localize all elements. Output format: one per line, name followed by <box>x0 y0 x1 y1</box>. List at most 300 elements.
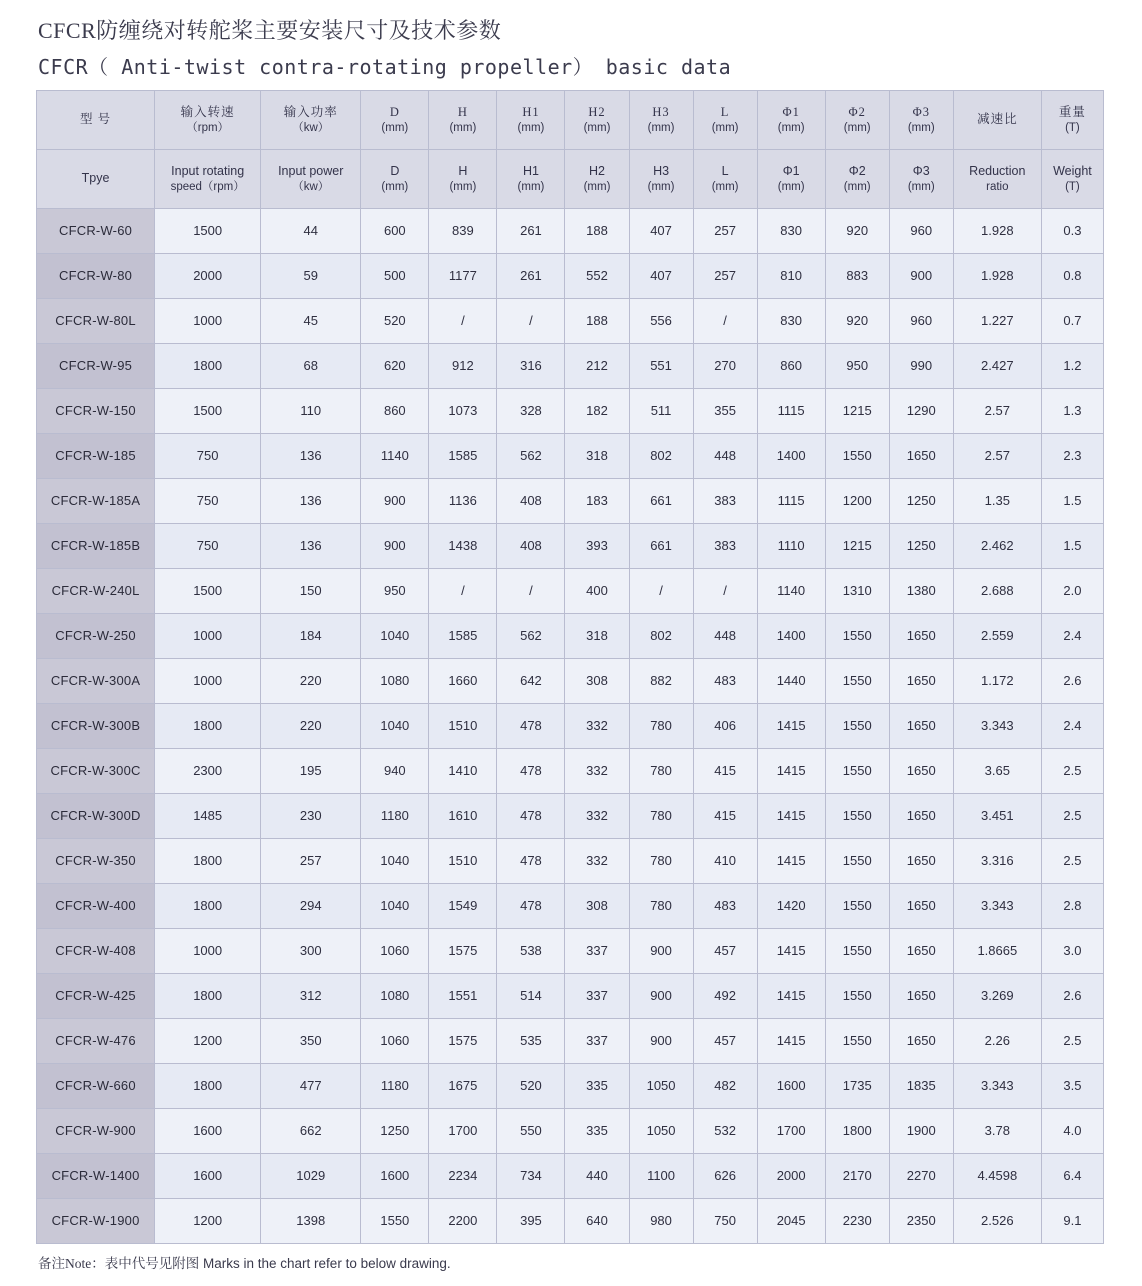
value-cell: 780 <box>629 884 693 929</box>
value-cell: 1650 <box>889 434 953 479</box>
value-cell: 1650 <box>889 749 953 794</box>
table-row <box>37 1019 1104 1064</box>
header-unit: （kw） <box>292 121 330 134</box>
value-cell: 1550 <box>825 614 889 659</box>
header-unit: (mm) <box>517 180 545 193</box>
value-cell: 478 <box>497 839 565 884</box>
value-cell: 2230 <box>825 1199 889 1244</box>
value-cell: 483 <box>693 659 757 704</box>
value-cell: 1600 <box>757 1064 825 1109</box>
value-cell: 1180 <box>361 794 429 839</box>
value-cell: 1510 <box>429 839 497 884</box>
header-unit: (mm) <box>647 180 675 193</box>
value-cell: 1550 <box>825 1019 889 1064</box>
header-label: H1 <box>522 105 540 119</box>
value-cell: 3.343 <box>953 704 1041 749</box>
value-cell: 335 <box>565 1064 629 1109</box>
table-header <box>37 91 1104 209</box>
value-cell: 312 <box>261 974 361 1019</box>
value-cell: 1650 <box>889 614 953 659</box>
value-cell: 316 <box>497 344 565 389</box>
value-cell: 640 <box>565 1199 629 1244</box>
value-cell: 1.3 <box>1041 389 1103 434</box>
value-cell: 1250 <box>361 1109 429 1154</box>
value-cell: 188 <box>565 209 629 254</box>
header-label: Φ1 <box>782 164 800 178</box>
header-cell-en-4 <box>429 150 497 209</box>
header-unit: (mm) <box>517 121 545 134</box>
value-cell: 44 <box>261 209 361 254</box>
value-cell: 230 <box>261 794 361 839</box>
value-cell: 900 <box>629 1019 693 1064</box>
value-cell: 3.343 <box>953 1064 1041 1109</box>
value-cell: 383 <box>693 479 757 524</box>
header-label: 输入功率 <box>283 105 338 119</box>
value-cell: 1550 <box>825 794 889 839</box>
header-unit: (mm) <box>449 121 477 134</box>
value-cell: 110 <box>261 389 361 434</box>
header-cell-cn-6 <box>565 91 629 150</box>
table-row <box>37 1109 1104 1154</box>
note-en: Marks in the chart refer to below drawing. <box>203 1256 451 1271</box>
value-cell: 1485 <box>155 794 261 839</box>
value-cell: 1250 <box>889 524 953 569</box>
header-unit: (mm) <box>647 121 675 134</box>
value-cell: 960 <box>889 299 953 344</box>
value-cell: 1398 <box>261 1199 361 1244</box>
header-cell-en-1 <box>155 150 261 209</box>
header-cell-en-0 <box>37 150 155 209</box>
value-cell: 642 <box>497 659 565 704</box>
model-cell: CFCR-W-60 <box>37 209 155 254</box>
value-cell: 308 <box>565 884 629 929</box>
value-cell: 407 <box>629 209 693 254</box>
value-cell: 920 <box>825 209 889 254</box>
value-cell: / <box>429 299 497 344</box>
value-cell: 395 <box>497 1199 565 1244</box>
value-cell: 183 <box>565 479 629 524</box>
model-cell: CFCR-W-150 <box>37 389 155 434</box>
value-cell: 1415 <box>757 929 825 974</box>
value-cell: 750 <box>155 479 261 524</box>
model-cell: CFCR-W-900 <box>37 1109 155 1154</box>
value-cell: 2000 <box>757 1154 825 1199</box>
header-cell-en-3 <box>361 150 429 209</box>
value-cell: 3.269 <box>953 974 1041 1019</box>
header-label: Reduction <box>969 164 1026 178</box>
value-cell: 318 <box>565 614 629 659</box>
value-cell: 1575 <box>429 1019 497 1064</box>
value-cell: 600 <box>361 209 429 254</box>
value-cell: 1415 <box>757 749 825 794</box>
value-cell: 2.0 <box>1041 569 1103 614</box>
value-cell: 1.172 <box>953 659 1041 704</box>
header-label: 型 号 <box>79 112 112 127</box>
table-row <box>37 704 1104 749</box>
value-cell: 482 <box>693 1064 757 1109</box>
value-cell: / <box>693 299 757 344</box>
value-cell: 1438 <box>429 524 497 569</box>
value-cell: 1100 <box>629 1154 693 1199</box>
value-cell: 780 <box>629 839 693 884</box>
header-label: H <box>458 164 468 178</box>
model-cell: CFCR-W-300A <box>37 659 155 704</box>
value-cell: 1073 <box>429 389 497 434</box>
value-cell: 3.65 <box>953 749 1041 794</box>
header-cell-en-11 <box>889 150 953 209</box>
header-label: Φ2 <box>848 164 866 178</box>
value-cell: 950 <box>825 344 889 389</box>
value-cell: 2.5 <box>1041 1019 1103 1064</box>
header-label: Tpye <box>81 171 110 186</box>
value-cell: 257 <box>261 839 361 884</box>
value-cell: 257 <box>693 254 757 299</box>
value-cell: 900 <box>361 524 429 569</box>
value-cell: 355 <box>693 389 757 434</box>
table-row <box>37 569 1104 614</box>
value-cell: 3.451 <box>953 794 1041 839</box>
header-unit: speed（rpm） <box>170 180 245 193</box>
value-cell: 294 <box>261 884 361 929</box>
value-cell: 2.57 <box>953 434 1041 479</box>
value-cell: 332 <box>565 749 629 794</box>
value-cell: 1040 <box>361 704 429 749</box>
value-cell: 920 <box>825 299 889 344</box>
value-cell: 0.7 <box>1041 299 1103 344</box>
model-cell: CFCR-W-185A <box>37 479 155 524</box>
value-cell: 3.316 <box>953 839 1041 884</box>
value-cell: 3.0 <box>1041 929 1103 974</box>
value-cell: / <box>693 569 757 614</box>
value-cell: 750 <box>155 434 261 479</box>
value-cell: 1410 <box>429 749 497 794</box>
value-cell: 1200 <box>155 1019 261 1064</box>
value-cell: 1650 <box>889 839 953 884</box>
model-cell: CFCR-W-185 <box>37 434 155 479</box>
model-cell: CFCR-W-408 <box>37 929 155 974</box>
table-row <box>37 659 1104 704</box>
value-cell: 337 <box>565 929 629 974</box>
header-label: 重量 <box>1058 105 1086 119</box>
value-cell: 6.4 <box>1041 1154 1103 1199</box>
value-cell: 1.2 <box>1041 344 1103 389</box>
value-cell: 900 <box>889 254 953 299</box>
model-cell: CFCR-W-350 <box>37 839 155 884</box>
table-row <box>37 974 1104 1019</box>
header-label: Φ3 <box>912 105 930 119</box>
header-unit: (mm) <box>449 180 477 193</box>
value-cell: 1835 <box>889 1064 953 1109</box>
value-cell: 802 <box>629 434 693 479</box>
value-cell: 1650 <box>889 1019 953 1064</box>
value-cell: 1050 <box>629 1109 693 1154</box>
value-cell: 1610 <box>429 794 497 839</box>
value-cell: 1029 <box>261 1154 361 1199</box>
value-cell: 2350 <box>889 1199 953 1244</box>
value-cell: 2.3 <box>1041 434 1103 479</box>
header-label: H2 <box>588 105 606 119</box>
value-cell: 337 <box>565 1019 629 1064</box>
value-cell: 2.4 <box>1041 614 1103 659</box>
value-cell: 68 <box>261 344 361 389</box>
value-cell: 1115 <box>757 479 825 524</box>
header-unit: (mm) <box>907 180 935 193</box>
value-cell: 9.1 <box>1041 1199 1103 1244</box>
value-cell: 136 <box>261 524 361 569</box>
value-cell: 1080 <box>361 659 429 704</box>
header-unit: （kw） <box>292 180 330 193</box>
value-cell: 407 <box>629 254 693 299</box>
value-cell: 415 <box>693 749 757 794</box>
value-cell: 318 <box>565 434 629 479</box>
value-cell: 492 <box>693 974 757 1019</box>
value-cell: 1000 <box>155 299 261 344</box>
header-row-en <box>37 150 1104 209</box>
header-unit: (mm) <box>583 180 611 193</box>
value-cell: 2.57 <box>953 389 1041 434</box>
value-cell: 1040 <box>361 839 429 884</box>
table-row <box>37 1064 1104 1109</box>
value-cell: 1215 <box>825 524 889 569</box>
header-unit: (mm) <box>711 121 739 134</box>
value-cell: 300 <box>261 929 361 974</box>
value-cell: / <box>497 569 565 614</box>
note-text <box>38 1252 1106 1272</box>
value-cell: 1735 <box>825 1064 889 1109</box>
header-label: H1 <box>522 164 539 178</box>
value-cell: 220 <box>261 704 361 749</box>
header-label: Φ3 <box>912 164 930 178</box>
value-cell: 478 <box>497 884 565 929</box>
value-cell: 393 <box>565 524 629 569</box>
model-cell: CFCR-W-660 <box>37 1064 155 1109</box>
header-unit: (mm) <box>381 121 409 134</box>
table-row <box>37 254 1104 299</box>
value-cell: 1415 <box>757 794 825 839</box>
model-cell: CFCR-W-400 <box>37 884 155 929</box>
value-cell: 538 <box>497 929 565 974</box>
table-row <box>37 884 1104 929</box>
spec-table <box>36 90 1104 1244</box>
value-cell: 2.26 <box>953 1019 1041 1064</box>
value-cell: 2000 <box>155 254 261 299</box>
value-cell: 1215 <box>825 389 889 434</box>
value-cell: 1800 <box>155 704 261 749</box>
value-cell: 1660 <box>429 659 497 704</box>
value-cell: 1600 <box>361 1154 429 1199</box>
header-label: Φ1 <box>782 105 800 119</box>
page-title-en: CFCR（ Anti-twist contra-rotating propeller） basic data <box>38 55 732 79</box>
value-cell: 1180 <box>361 1064 429 1109</box>
value-cell: 780 <box>629 704 693 749</box>
value-cell: 1650 <box>889 704 953 749</box>
value-cell: 900 <box>629 929 693 974</box>
value-cell: 1800 <box>155 344 261 389</box>
value-cell: 1290 <box>889 389 953 434</box>
value-cell: 3.343 <box>953 884 1041 929</box>
value-cell: 1060 <box>361 1019 429 1064</box>
value-cell: 552 <box>565 254 629 299</box>
value-cell: 1550 <box>825 974 889 1019</box>
value-cell: 478 <box>497 794 565 839</box>
header-cell-en-9 <box>757 150 825 209</box>
value-cell: 1800 <box>155 884 261 929</box>
value-cell: 1415 <box>757 704 825 749</box>
value-cell: 3.78 <box>953 1109 1041 1154</box>
value-cell: 328 <box>497 389 565 434</box>
table-row <box>37 434 1104 479</box>
value-cell: 950 <box>361 569 429 614</box>
value-cell: 661 <box>629 479 693 524</box>
value-cell: 780 <box>629 794 693 839</box>
header-cell-cn-1 <box>155 91 261 150</box>
value-cell: 59 <box>261 254 361 299</box>
model-cell: CFCR-W-80 <box>37 254 155 299</box>
value-cell: 1.928 <box>953 254 1041 299</box>
value-cell: 1500 <box>155 569 261 614</box>
header-cell-en-6 <box>565 150 629 209</box>
value-cell: 1800 <box>155 974 261 1019</box>
table-row <box>37 344 1104 389</box>
value-cell: 383 <box>693 524 757 569</box>
table-row <box>37 1154 1104 1199</box>
value-cell: 514 <box>497 974 565 1019</box>
table-row <box>37 749 1104 794</box>
value-cell: 940 <box>361 749 429 794</box>
value-cell: 1.8665 <box>953 929 1041 974</box>
table-row <box>37 794 1104 839</box>
header-unit: (T) <box>1065 121 1080 134</box>
page-title-cn: CFCR防缠绕对转舵桨主要安装尺寸及技术参数 <box>38 18 502 43</box>
value-cell: 1650 <box>889 929 953 974</box>
value-cell: 308 <box>565 659 629 704</box>
header-cell-cn-7 <box>629 91 693 150</box>
header-label: Φ2 <box>848 105 866 119</box>
value-cell: 1650 <box>889 884 953 929</box>
value-cell: 332 <box>565 794 629 839</box>
value-cell: 1550 <box>825 659 889 704</box>
value-cell: 0.8 <box>1041 254 1103 299</box>
value-cell: 1800 <box>155 839 261 884</box>
model-cell: CFCR-W-1400 <box>37 1154 155 1199</box>
value-cell: 45 <box>261 299 361 344</box>
header-unit: (mm) <box>583 121 611 134</box>
value-cell: 3.5 <box>1041 1064 1103 1109</box>
header-unit: (mm) <box>843 121 871 134</box>
value-cell: 457 <box>693 929 757 974</box>
value-cell: 1420 <box>757 884 825 929</box>
value-cell: 1675 <box>429 1064 497 1109</box>
header-cell-en-8 <box>693 150 757 209</box>
value-cell: 410 <box>693 839 757 884</box>
header-unit: (T) <box>1065 180 1080 193</box>
value-cell: 1000 <box>155 614 261 659</box>
value-cell: 1040 <box>361 884 429 929</box>
value-cell: 830 <box>757 209 825 254</box>
value-cell: 1.5 <box>1041 524 1103 569</box>
model-cell: CFCR-W-95 <box>37 344 155 389</box>
value-cell: 830 <box>757 299 825 344</box>
value-cell: 2045 <box>757 1199 825 1244</box>
value-cell: 2.5 <box>1041 839 1103 884</box>
value-cell: 1177 <box>429 254 497 299</box>
value-cell: 1415 <box>757 839 825 884</box>
value-cell: 1575 <box>429 929 497 974</box>
value-cell: 1.5 <box>1041 479 1103 524</box>
value-cell: 2.6 <box>1041 974 1103 1019</box>
value-cell: 1650 <box>889 659 953 704</box>
value-cell: 335 <box>565 1109 629 1154</box>
value-cell: 562 <box>497 434 565 479</box>
model-cell: CFCR-W-425 <box>37 974 155 1019</box>
model-cell: CFCR-W-80L <box>37 299 155 344</box>
value-cell: 261 <box>497 209 565 254</box>
model-cell: CFCR-W-1900 <box>37 1199 155 1244</box>
value-cell: 1551 <box>429 974 497 1019</box>
value-cell: 2.526 <box>953 1199 1041 1244</box>
table-body <box>37 209 1104 1244</box>
value-cell: 2300 <box>155 749 261 794</box>
value-cell: 980 <box>629 1199 693 1244</box>
value-cell: 195 <box>261 749 361 794</box>
value-cell: 1200 <box>825 479 889 524</box>
value-cell: 750 <box>155 524 261 569</box>
value-cell: 661 <box>629 524 693 569</box>
value-cell: 1380 <box>889 569 953 614</box>
header-unit: (mm) <box>777 180 805 193</box>
value-cell: 2170 <box>825 1154 889 1199</box>
value-cell: 1080 <box>361 974 429 1019</box>
value-cell: 750 <box>693 1199 757 1244</box>
value-cell: 662 <box>261 1109 361 1154</box>
value-cell: 337 <box>565 974 629 1019</box>
value-cell: 332 <box>565 704 629 749</box>
model-cell: CFCR-W-300B <box>37 704 155 749</box>
header-unit: (mm) <box>777 121 805 134</box>
header-label: Weight <box>1053 164 1092 178</box>
table-row <box>37 209 1104 254</box>
value-cell: 184 <box>261 614 361 659</box>
value-cell: 1310 <box>825 569 889 614</box>
value-cell: 551 <box>629 344 693 389</box>
value-cell: 478 <box>497 749 565 794</box>
value-cell: 220 <box>261 659 361 704</box>
value-cell: 2.6 <box>1041 659 1103 704</box>
value-cell: 1650 <box>889 794 953 839</box>
value-cell: 1550 <box>825 749 889 794</box>
header-cell-en-10 <box>825 150 889 209</box>
value-cell: 1800 <box>825 1109 889 1154</box>
value-cell: 0.3 <box>1041 209 1103 254</box>
value-cell: 408 <box>497 524 565 569</box>
value-cell: 150 <box>261 569 361 614</box>
value-cell: 1900 <box>889 1109 953 1154</box>
value-cell: 960 <box>889 209 953 254</box>
model-cell: CFCR-W-240L <box>37 569 155 614</box>
header-unit: (mm) <box>907 121 935 134</box>
model-cell: CFCR-W-300D <box>37 794 155 839</box>
value-cell: 912 <box>429 344 497 389</box>
value-cell: 1549 <box>429 884 497 929</box>
header-cell-cn-4 <box>429 91 497 150</box>
header-label: H3 <box>653 164 670 178</box>
value-cell: 1700 <box>429 1109 497 1154</box>
value-cell: 408 <box>497 479 565 524</box>
value-cell: 1585 <box>429 434 497 479</box>
value-cell: 1400 <box>757 434 825 479</box>
header-cell-en-5 <box>497 150 565 209</box>
value-cell: 1415 <box>757 974 825 1019</box>
